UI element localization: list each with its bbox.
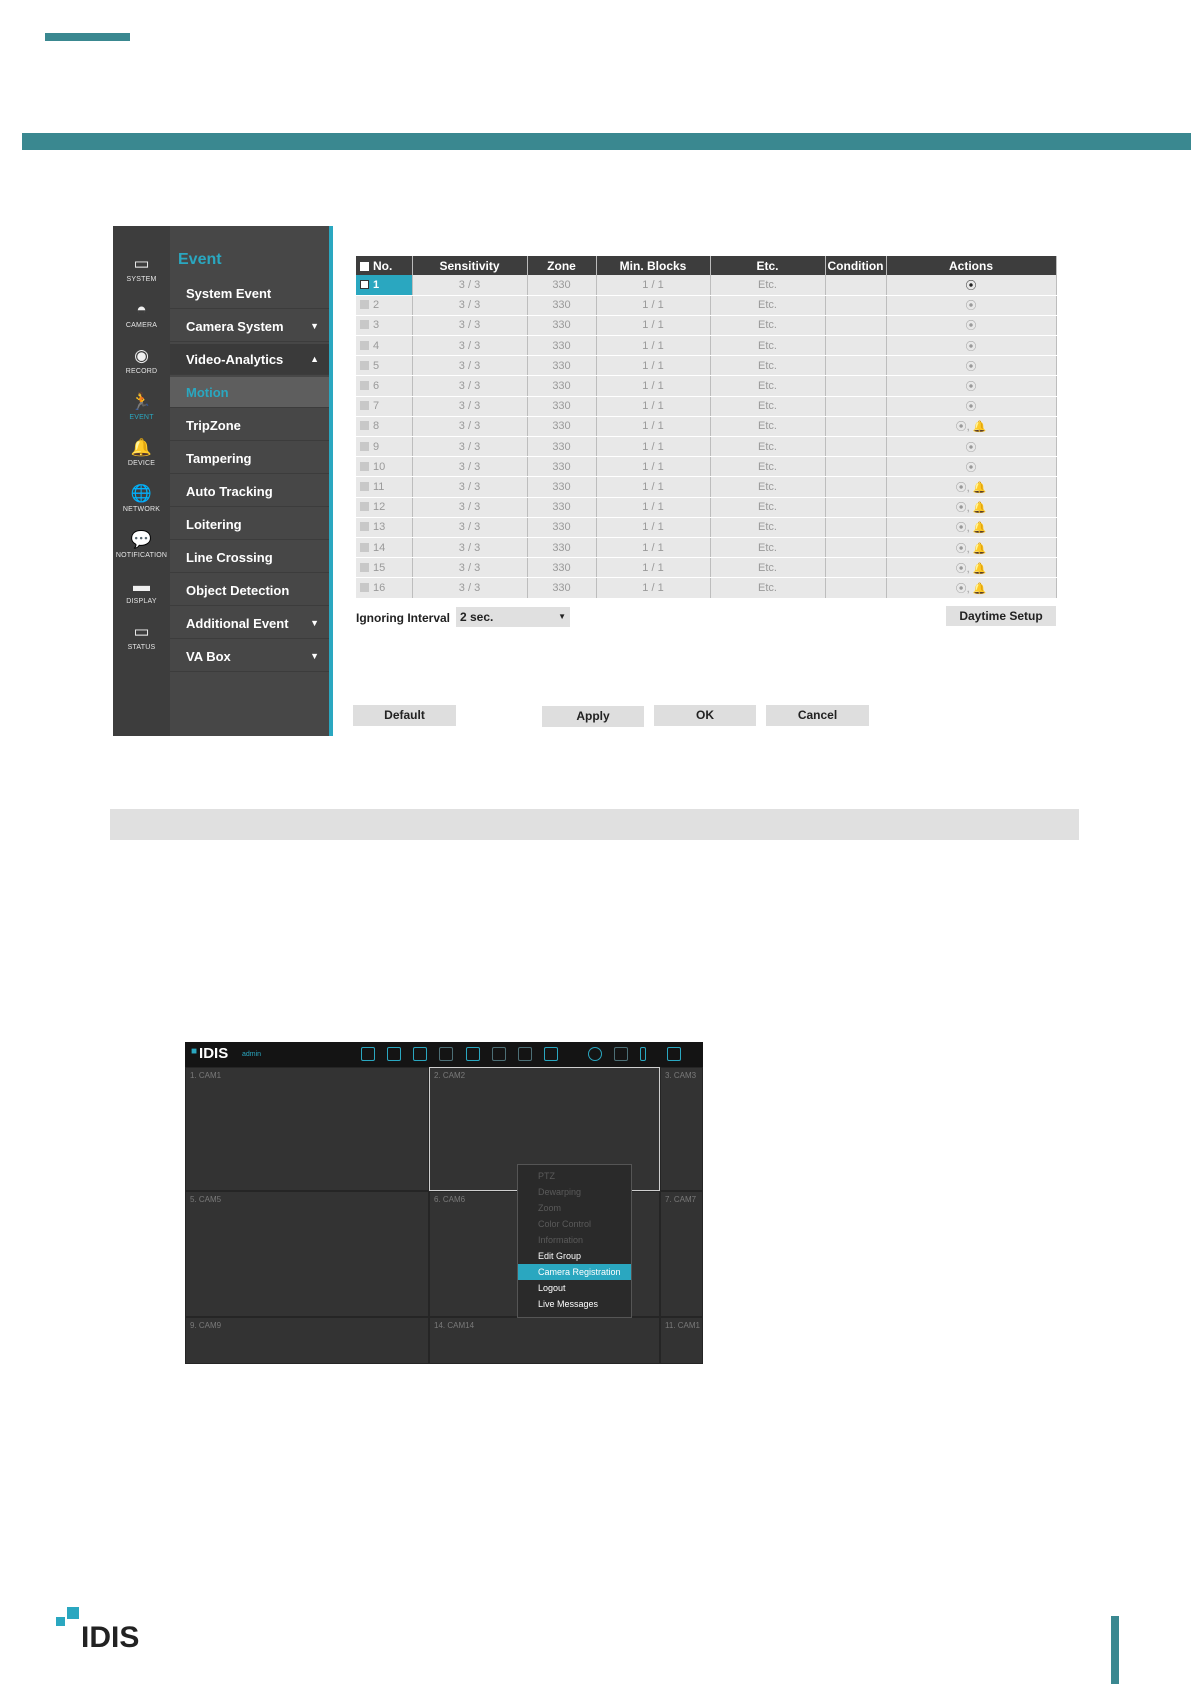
bell-icon[interactable] — [614, 1047, 628, 1061]
etc-cell[interactable]: Etc. — [710, 578, 825, 598]
menu-item-tampering[interactable]: Tampering — [170, 443, 329, 474]
context-menu-ptz: PTZ — [538, 1171, 555, 1181]
etc-cell[interactable]: Etc. — [710, 457, 825, 477]
alarm-icon[interactable] — [588, 1047, 602, 1061]
condition-cell[interactable] — [825, 437, 886, 457]
zone-cell[interactable]: 330 — [527, 275, 596, 295]
sidebar-network[interactable]: 🌐 NETWORK — [122, 484, 161, 513]
etc-cell[interactable]: Etc. — [710, 356, 825, 376]
column-header-condition: Condition — [825, 256, 886, 275]
ignoring-interval-select[interactable]: 2 sec. ▼ — [456, 607, 570, 627]
etc-cell[interactable]: Etc. — [710, 376, 825, 396]
min-blocks-cell[interactable]: 1 / 1 — [596, 336, 710, 356]
etc-cell[interactable]: Etc. — [710, 517, 825, 537]
record-icon: ◉ — [134, 346, 149, 365]
menu-item-auto-tracking[interactable]: Auto Tracking — [170, 476, 329, 507]
zone-cell[interactable]: 330 — [527, 356, 596, 376]
menu-item-camera-system[interactable]: Camera System ▼ — [170, 311, 329, 342]
camera-tile[interactable]: 14. CAM14 — [429, 1317, 660, 1364]
zone-cell[interactable]: 330 — [527, 315, 596, 335]
sensitivity-cell[interactable]: 3 / 3 — [412, 437, 527, 457]
context-menu-color-control: Color Control — [538, 1219, 592, 1229]
actions-cell[interactable]: ⦿ — [886, 336, 1056, 356]
condition-cell[interactable] — [825, 356, 886, 376]
column-header-no[interactable]: No. — [356, 256, 412, 275]
condition-cell[interactable] — [825, 517, 886, 537]
zone-cell[interactable]: 330 — [527, 336, 596, 356]
status-icon: ▭ — [133, 622, 150, 641]
sensitivity-cell[interactable]: 3 / 3 — [412, 537, 527, 557]
min-blocks-cell[interactable]: 1 / 1 — [596, 376, 710, 396]
sensitivity-cell[interactable]: 3 / 3 — [412, 497, 527, 517]
etc-cell[interactable]: Etc. — [710, 477, 825, 497]
table-row[interactable] — [356, 558, 1056, 578]
context-menu-zoom: Zoom — [538, 1203, 562, 1213]
sensitivity-cell[interactable]: 3 / 3 — [412, 295, 527, 315]
condition-cell[interactable] — [825, 537, 886, 557]
menu-item-tripzone[interactable]: TripZone — [170, 410, 329, 441]
event-setup-screenshot — [113, 226, 1079, 736]
context-menu-information: Information — [538, 1235, 584, 1245]
table-row[interactable] — [356, 517, 1056, 537]
daytime-setup-button[interactable]: Daytime Setup — [946, 606, 1056, 626]
camera-tile[interactable]: 11. CAM1 — [660, 1317, 703, 1364]
camera-tile[interactable]: 3. CAM3 — [660, 1067, 703, 1191]
footer-logo — [56, 1607, 176, 1652]
device-icon: 🔔 — [130, 438, 153, 457]
table-row[interactable] — [356, 477, 1056, 497]
condition-cell[interactable] — [825, 376, 886, 396]
sensitivity-cell[interactable]: 3 / 3 — [412, 396, 527, 416]
row-checkbox[interactable] — [360, 502, 369, 511]
row-number[interactable]: 2 — [356, 295, 412, 315]
sensitivity-cell[interactable]: 3 / 3 — [412, 457, 527, 477]
chevron-down-icon: ▼ — [310, 618, 319, 628]
sensitivity-cell[interactable]: 3 / 3 — [412, 315, 527, 335]
sidebar-notification[interactable]: 💬 NOTIFICATION — [115, 530, 168, 559]
camera-tile[interactable]: 6. CAM6 — [429, 1191, 660, 1317]
etc-cell[interactable]: Etc. — [710, 416, 825, 436]
row-checkbox[interactable] — [360, 341, 369, 350]
column-header-zone: Zone — [527, 256, 596, 275]
condition-cell[interactable] — [825, 295, 886, 315]
menu-title: Event — [178, 251, 222, 268]
row-checkbox[interactable] — [360, 421, 369, 430]
zone-cell[interactable]: 330 — [527, 416, 596, 436]
row-number[interactable]: 8 — [356, 416, 412, 436]
ok-button[interactable]: OK — [654, 705, 756, 726]
min-blocks-cell[interactable]: 1 / 1 — [596, 275, 710, 295]
actions-cell[interactable]: ⦿, 🔔 — [886, 537, 1056, 557]
table-row[interactable] — [356, 416, 1056, 436]
context-menu-live-messages[interactable]: Live Messages — [538, 1299, 599, 1309]
condition-cell[interactable] — [825, 477, 886, 497]
zone-cell[interactable]: 330 — [527, 457, 596, 477]
min-blocks-cell[interactable]: 1 / 1 — [596, 396, 710, 416]
sensitivity-cell[interactable]: 3 / 3 — [412, 558, 527, 578]
row-checkbox[interactable] — [360, 442, 369, 451]
actions-cell[interactable]: ⦿, 🔔 — [886, 558, 1056, 578]
condition-cell[interactable] — [825, 275, 886, 295]
actions-cell[interactable]: ⦿, 🔔 — [886, 497, 1056, 517]
sensitivity-cell[interactable]: 3 / 3 — [412, 416, 527, 436]
zone-cell[interactable]: 330 — [527, 295, 596, 315]
live-logo: ■ IDIS — [191, 1045, 229, 1062]
context-menu-camera-registration[interactable]: Camera Registration — [518, 1264, 631, 1280]
note-band — [110, 809, 1079, 840]
min-blocks-cell[interactable]: 1 / 1 — [596, 558, 710, 578]
sensitivity-cell[interactable]: 3 / 3 — [412, 336, 527, 356]
context-menu-dewarping: Dewarping — [538, 1187, 582, 1197]
apply-button[interactable]: Apply — [542, 706, 644, 727]
layout-2x2-icon[interactable] — [387, 1047, 401, 1061]
etc-cell[interactable]: Etc. — [710, 315, 825, 335]
table-row[interactable] — [356, 336, 1056, 356]
condition-cell[interactable] — [825, 396, 886, 416]
etc-cell[interactable]: Etc. — [710, 275, 825, 295]
actions-cell[interactable]: ⦿, 🔔 — [886, 416, 1056, 436]
row-checkbox[interactable] — [360, 482, 369, 491]
table-row[interactable] — [356, 497, 1056, 517]
next-icon[interactable] — [518, 1047, 532, 1061]
row-checkbox[interactable] — [360, 462, 369, 471]
context-menu-edit-group[interactable]: Edit Group — [538, 1251, 582, 1261]
zone-cell[interactable]: 330 — [527, 437, 596, 457]
chevron-down-icon: ▼ — [558, 612, 566, 621]
camera-tile[interactable]: 9. CAM9 — [185, 1317, 429, 1364]
top-accent-bar — [45, 33, 130, 41]
min-blocks-cell[interactable]: 1 / 1 — [596, 477, 710, 497]
logo-mark-square — [56, 1617, 65, 1626]
zone-cell[interactable]: 330 — [527, 376, 596, 396]
row-checkbox[interactable] — [360, 583, 369, 592]
header-band — [22, 133, 1191, 150]
logo-mark-square — [67, 1607, 79, 1619]
motion-table-wrap — [356, 256, 1056, 599]
live-toolbar — [185, 1042, 703, 1067]
row-number[interactable]: 12 — [356, 497, 412, 517]
condition-cell[interactable] — [825, 457, 886, 477]
row-number[interactable]: 13 — [356, 517, 412, 537]
menu-item-additional-event[interactable]: Additional Event ▼ — [170, 608, 329, 639]
chevron-down-icon: ▼ — [310, 651, 319, 661]
condition-cell[interactable] — [825, 416, 886, 436]
min-blocks-cell[interactable]: 1 / 1 — [596, 437, 710, 457]
min-blocks-cell[interactable]: 1 / 1 — [596, 457, 710, 477]
sensitivity-cell[interactable]: 3 / 3 — [412, 356, 527, 376]
row-number[interactable]: 5 — [356, 356, 412, 376]
table-row[interactable] — [356, 537, 1056, 557]
row-number[interactable]: 10 — [356, 457, 412, 477]
layout-4x4-icon[interactable] — [439, 1047, 453, 1061]
row-checkbox[interactable] — [360, 543, 369, 552]
zone-cell[interactable]: 330 — [527, 497, 596, 517]
menu-item-loitering[interactable]: Loitering — [170, 509, 329, 540]
actions-cell[interactable]: ⦿ — [886, 295, 1056, 315]
zone-cell[interactable]: 330 — [527, 396, 596, 416]
sidebar-record[interactable]: ◉ RECORD — [125, 346, 158, 375]
camera-icon: ◓ — [136, 300, 147, 319]
camera-tile[interactable]: 1. CAM1 — [185, 1067, 429, 1191]
condition-cell[interactable] — [825, 558, 886, 578]
setup-icon-sidebar — [113, 226, 170, 736]
row-number[interactable]: 14 — [356, 537, 412, 557]
min-blocks-cell[interactable]: 1 / 1 — [596, 517, 710, 537]
actions-cell[interactable]: ⦿ — [886, 275, 1056, 295]
min-blocks-cell[interactable]: 1 / 1 — [596, 578, 710, 598]
logo-mark-icon: ■ — [191, 1046, 198, 1057]
row-checkbox[interactable] — [360, 381, 369, 390]
group-icon[interactable] — [544, 1047, 558, 1061]
sidebar-display[interactable]: ▬ DISPLAY — [126, 576, 157, 605]
ignoring-interval-label: Ignoring Interval — [356, 611, 451, 625]
actions-cell[interactable]: ⦿, 🔔 — [886, 578, 1056, 598]
min-blocks-cell[interactable]: 1 / 1 — [596, 416, 710, 436]
previous-icon[interactable] — [492, 1047, 506, 1061]
row-checkbox[interactable] — [360, 522, 369, 531]
context-menu — [517, 1164, 632, 1318]
table-header-row — [356, 256, 1056, 275]
etc-cell[interactable]: Etc. — [710, 537, 825, 557]
condition-cell[interactable] — [825, 578, 886, 598]
table-row[interactable] — [356, 315, 1056, 335]
etc-cell[interactable]: Etc. — [710, 437, 825, 457]
sidebar-status[interactable]: ▭ STATUS — [127, 622, 156, 651]
table-row[interactable] — [356, 437, 1056, 457]
sensitivity-cell[interactable]: 3 / 3 — [412, 578, 527, 598]
actions-cell[interactable]: ⦿ — [886, 457, 1056, 477]
row-number[interactable]: 11 — [356, 477, 412, 497]
live-view-screenshot — [185, 1042, 703, 1364]
actions-cell[interactable]: ⦿ — [886, 396, 1056, 416]
select-all-checkbox[interactable] — [360, 262, 369, 271]
system-icon: ▭ — [133, 254, 150, 273]
row-number[interactable]: 9 — [356, 437, 412, 457]
footer-accent-bar — [1111, 1616, 1119, 1684]
table-row[interactable] — [356, 578, 1056, 598]
zone-cell[interactable]: 330 — [527, 477, 596, 497]
min-blocks-cell[interactable]: 1 / 1 — [596, 315, 710, 335]
etc-cell[interactable]: Etc. — [710, 497, 825, 517]
row-number[interactable]: 15 — [356, 558, 412, 578]
row-checkbox[interactable] — [360, 280, 369, 289]
default-button[interactable]: Default — [353, 705, 456, 726]
table-row[interactable] — [356, 275, 1056, 295]
sidebar-camera[interactable]: ◓ CAMERA — [125, 300, 158, 329]
row-number[interactable]: 16 — [356, 578, 412, 598]
sensitivity-cell[interactable]: 3 / 3 — [412, 376, 527, 396]
chevron-down-icon: ▼ — [310, 321, 319, 331]
context-menu-logout[interactable]: Logout — [538, 1283, 566, 1293]
camera-tile-selected[interactable]: 2. CAM2 — [429, 1067, 660, 1191]
motion-table — [356, 256, 1057, 599]
menu-item-system-event[interactable]: System Event — [170, 278, 329, 309]
etc-cell[interactable]: Etc. — [710, 396, 825, 416]
sensitivity-cell[interactable]: 3 / 3 — [412, 517, 527, 537]
zone-cell[interactable]: 330 — [527, 578, 596, 598]
column-header-etc: Etc. — [710, 256, 825, 275]
actions-cell[interactable]: ⦿ — [886, 376, 1056, 396]
table-row[interactable] — [356, 457, 1056, 477]
layout-custom-icon[interactable] — [466, 1047, 480, 1061]
sidebar-event[interactable]: 🏃 EVENT — [129, 392, 154, 421]
column-header-actions: Actions — [886, 256, 1056, 275]
notification-icon: 💬 — [130, 530, 153, 549]
camera-tile[interactable]: 7. CAM7 — [660, 1191, 703, 1317]
menu-item-line-crossing[interactable]: Line Crossing — [170, 542, 329, 573]
table-row[interactable] — [356, 396, 1056, 416]
row-checkbox[interactable] — [360, 563, 369, 572]
row-number[interactable]: 3 — [356, 315, 412, 335]
event-icon: 🏃 — [130, 392, 153, 411]
chevron-up-icon: ▲ — [310, 354, 319, 364]
condition-cell[interactable] — [825, 336, 886, 356]
row-checkbox[interactable] — [360, 361, 369, 370]
min-blocks-cell[interactable]: 1 / 1 — [596, 537, 710, 557]
actions-cell[interactable]: ⦿ — [886, 315, 1056, 335]
condition-cell[interactable] — [825, 315, 886, 335]
menu-item-video-analytics[interactable]: Video-Analytics ▲ — [170, 344, 329, 375]
min-blocks-cell[interactable]: 1 / 1 — [596, 497, 710, 517]
info-icon[interactable] — [640, 1047, 646, 1061]
sensitivity-cell[interactable]: 3 / 3 — [412, 477, 527, 497]
menu-item-motion[interactable]: Motion — [170, 377, 329, 408]
table-row[interactable] — [356, 376, 1056, 396]
layout-1x1-icon[interactable] — [361, 1047, 375, 1061]
sensitivity-cell[interactable]: 3 / 3 — [412, 275, 527, 295]
sidebar-device[interactable]: 🔔 DEVICE — [127, 438, 156, 467]
row-checkbox[interactable] — [360, 300, 369, 309]
cancel-button[interactable]: Cancel — [766, 705, 869, 726]
min-blocks-cell[interactable]: 1 / 1 — [596, 295, 710, 315]
actions-cell[interactable]: ⦿, 🔔 — [886, 517, 1056, 537]
row-checkbox[interactable] — [360, 401, 369, 410]
table-row[interactable] — [356, 356, 1056, 376]
min-blocks-cell[interactable]: 1 / 1 — [596, 356, 710, 376]
network-icon: 🌐 — [130, 484, 153, 503]
etc-cell[interactable]: Etc. — [710, 558, 825, 578]
zone-cell[interactable]: 330 — [527, 558, 596, 578]
row-number[interactable]: 6 — [356, 376, 412, 396]
footer-logo-text: IDIS — [81, 1621, 140, 1652]
actions-cell[interactable]: ⦿, 🔔 — [886, 477, 1056, 497]
windows-icon[interactable] — [667, 1047, 681, 1061]
display-icon: ▬ — [133, 576, 150, 595]
row-checkbox[interactable] — [360, 320, 369, 329]
menu-item-va-box[interactable]: VA Box ▼ — [170, 641, 329, 672]
column-header-min-blocks: Min. Blocks — [596, 256, 710, 275]
layout-3x3-icon[interactable] — [413, 1047, 427, 1061]
etc-cell[interactable]: Etc. — [710, 295, 825, 315]
event-menu — [170, 226, 333, 736]
zone-cell[interactable]: 330 — [527, 517, 596, 537]
row-number[interactable]: 4 — [356, 336, 412, 356]
row-number[interactable]: 7 — [356, 396, 412, 416]
sidebar-system[interactable]: ▭ SYSTEM — [126, 254, 157, 283]
camera-tile[interactable]: 5. CAM5 — [185, 1191, 429, 1317]
actions-cell[interactable]: ⦿ — [886, 437, 1056, 457]
condition-cell[interactable] — [825, 497, 886, 517]
etc-cell[interactable]: Etc. — [710, 336, 825, 356]
table-row[interactable] — [356, 295, 1056, 315]
zone-cell[interactable]: 330 — [527, 537, 596, 557]
actions-cell[interactable]: ⦿ — [886, 356, 1056, 376]
live-user[interactable]: admin — [242, 1051, 262, 1058]
menu-item-object-detection[interactable]: Object Detection — [170, 575, 329, 606]
row-number[interactable]: 1 — [356, 275, 412, 295]
column-header-sensitivity: Sensitivity — [412, 256, 527, 275]
